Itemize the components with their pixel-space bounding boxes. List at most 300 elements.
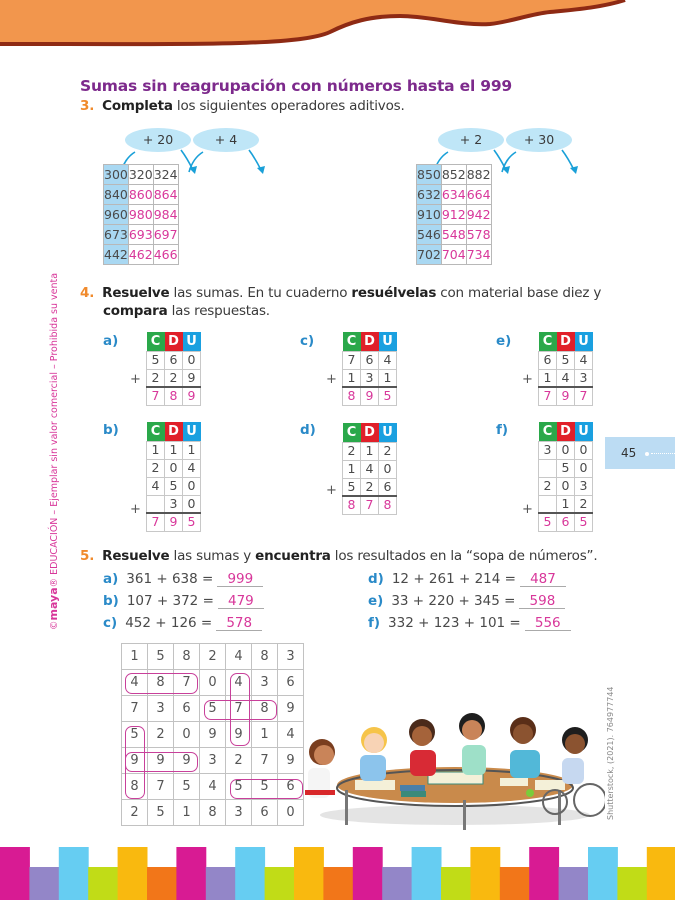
- arrow-head-icon: [570, 166, 578, 174]
- answer-cell: 697: [153, 225, 178, 245]
- digit-cell: 2: [575, 495, 593, 513]
- answer-circle: [230, 779, 303, 799]
- addend-row: [147, 459, 201, 477]
- instruction-verb: resuélvelas: [351, 285, 437, 301]
- instruction-verb: Resuelve: [102, 548, 170, 564]
- grid-cell: 5: [148, 800, 174, 826]
- sum-digit-cell: 8: [343, 387, 361, 405]
- sum-item: [368, 593, 565, 609]
- base-number-cell: 546: [417, 225, 442, 245]
- table-row: [104, 245, 179, 265]
- sum-row: [343, 496, 397, 514]
- base-number-cell: 442: [104, 245, 129, 265]
- grid-cell: 5: [200, 696, 226, 722]
- answer-cell: 634: [441, 185, 466, 205]
- child-3: [409, 719, 436, 776]
- digit-cell: 1: [183, 441, 201, 459]
- stripe-block: [206, 867, 236, 900]
- place-value-header-u: U: [575, 332, 593, 351]
- grid-cell: 9: [148, 748, 174, 774]
- digit-cell: 1: [539, 369, 557, 387]
- grid-cell: 6: [174, 696, 200, 722]
- digit-cell: 1: [557, 495, 575, 513]
- grid-cell: 8: [252, 696, 278, 722]
- sum-row: [539, 513, 593, 531]
- arrow: [502, 150, 574, 172]
- grid-cell: 1: [252, 722, 278, 748]
- addend-row: [147, 441, 201, 459]
- sum-item: [103, 615, 262, 631]
- addend-row: [147, 351, 201, 369]
- addend-row: [147, 477, 201, 495]
- grid-cell: 2: [200, 644, 226, 670]
- grid-cell: 8: [252, 644, 278, 670]
- answer-blank: 479: [218, 594, 264, 609]
- table-row: [104, 205, 179, 225]
- grid-cell: 8: [122, 774, 148, 800]
- answer-circle: [125, 673, 198, 693]
- sum-item: [368, 571, 566, 587]
- instruction-text: los siguientes operadores aditivos.: [172, 98, 405, 114]
- digit-cell: 3: [361, 369, 379, 387]
- digit-cell: 7: [343, 351, 361, 369]
- sum-digit-cell: 9: [165, 513, 183, 531]
- grid-cell: 2: [226, 748, 252, 774]
- cdu-addition-e: [538, 332, 593, 406]
- answer-cell: 704: [441, 245, 466, 265]
- answer-cell: 548: [441, 225, 466, 245]
- arrow-head-icon: [257, 166, 265, 174]
- sum-digit-cell: 5: [575, 513, 593, 531]
- digit-cell: 6: [379, 478, 397, 496]
- stripe-block: [323, 867, 353, 900]
- cdu-addition-a: [146, 332, 201, 406]
- plus-sign: +: [130, 372, 141, 387]
- exercise-3-instruction: [80, 98, 405, 114]
- page-number: 45: [621, 446, 637, 460]
- sum-digit-cell: 7: [147, 513, 165, 531]
- exercise-5-instruction: [80, 548, 597, 564]
- operator-grid: [416, 164, 492, 265]
- operator-bubble: + 20: [125, 128, 191, 152]
- sum-digit-cell: 9: [557, 387, 575, 405]
- grid-cell: 4: [200, 774, 226, 800]
- open-book: [500, 778, 528, 786]
- place-value-header-d: D: [361, 332, 379, 351]
- grid-cell: 0: [200, 670, 226, 696]
- stripe-block: [88, 867, 118, 900]
- grid-cell: 9: [200, 722, 226, 748]
- instruction-text: con material base diez y: [436, 285, 602, 301]
- answer-cell: 734: [466, 245, 491, 265]
- stripe-block: [470, 847, 500, 900]
- exercise-4-instruction-line1: [80, 285, 601, 301]
- section-title: Sumas sin reagrupación con números hasta el 999: [80, 77, 513, 95]
- exercise-number: 5.: [80, 548, 95, 564]
- example-cell: 882: [466, 165, 491, 185]
- sum-row: [539, 387, 593, 405]
- grid-cell: 5: [122, 722, 148, 748]
- copyright-text: ® EDUCACIÓN – Ejemplar sin valor comercial – Prohibida su venta: [49, 272, 60, 588]
- sum-digit-cell: 6: [557, 513, 575, 531]
- plus-sign: +: [326, 372, 337, 387]
- addend-row: [147, 369, 201, 387]
- grid-cell: 2: [148, 722, 174, 748]
- sum-digit-cell: 9: [183, 387, 201, 405]
- instruction-verb: encuentra: [255, 548, 331, 564]
- grid-cell: 3: [226, 800, 252, 826]
- answer-cell: 462: [128, 245, 153, 265]
- addend-row: [343, 478, 397, 496]
- digit-cell: 4: [557, 369, 575, 387]
- digit-cell: 2: [165, 369, 183, 387]
- children-reading-illustration: [300, 690, 605, 830]
- addend-row: [539, 441, 593, 459]
- grid-cell: 7: [252, 748, 278, 774]
- stripe-block: [500, 867, 530, 900]
- grid-cell: 7: [226, 696, 252, 722]
- instruction-verb: Completa: [102, 98, 173, 114]
- problem-label-f: f): [496, 422, 509, 438]
- base-number-cell: 960: [104, 205, 129, 225]
- instruction-text: las respuestas.: [167, 303, 270, 319]
- digit-cell: 4: [379, 351, 397, 369]
- grid-cell: 6: [278, 670, 304, 696]
- cdu-addition-b: [146, 422, 201, 532]
- table-row: [417, 245, 492, 265]
- grid-row: [122, 644, 304, 670]
- grid-cell: 3: [200, 748, 226, 774]
- stripe-block: [647, 847, 675, 900]
- grid-cell: 1: [174, 800, 200, 826]
- sum-item: [103, 571, 263, 587]
- place-value-header-u: U: [183, 422, 201, 441]
- grid-row: [122, 722, 304, 748]
- place-value-header-d: D: [557, 332, 575, 351]
- digit-cell: 3: [165, 495, 183, 513]
- grid-cell: 2: [122, 800, 148, 826]
- book-stack: [400, 785, 425, 791]
- sum-digit-cell: 8: [165, 387, 183, 405]
- problem-label-b: b): [103, 422, 119, 438]
- stripe-block: [0, 847, 30, 900]
- grid-cell: 3: [252, 670, 278, 696]
- copyright-notice: [47, 273, 60, 630]
- child-1: [305, 739, 335, 798]
- place-value-header-c: C: [539, 422, 557, 441]
- addend-row: [539, 495, 593, 513]
- digit-cell: 1: [361, 442, 379, 460]
- sum-label: c): [103, 615, 118, 631]
- sum-expression: 452 + 126 =: [125, 615, 213, 631]
- cdu-header-row: [147, 422, 201, 441]
- table-row: [417, 205, 492, 225]
- place-value-header-d: D: [165, 422, 183, 441]
- arrow: [189, 150, 261, 172]
- digit-cell: 9: [183, 369, 201, 387]
- digit-cell: 0: [183, 477, 201, 495]
- digit-cell: 0: [575, 441, 593, 459]
- plus-sign: +: [522, 502, 533, 517]
- header-wave-banner: [0, 0, 675, 50]
- exercise-4-instruction-line2: [103, 303, 270, 319]
- answer-cell: 466: [153, 245, 178, 265]
- addend-row: [343, 442, 397, 460]
- table-leg: [345, 790, 348, 825]
- base-number-cell: 850: [417, 165, 442, 185]
- stripe-block: [29, 867, 59, 900]
- stripe-block: [294, 847, 324, 900]
- sum-expression: 12 + 261 + 214 =: [391, 571, 516, 587]
- grid-cell: 7: [174, 670, 200, 696]
- grid-cell: 9: [122, 748, 148, 774]
- child-4: [459, 713, 486, 775]
- example-cell: 852: [441, 165, 466, 185]
- grid-cell: 9: [278, 696, 304, 722]
- sum-digit-cell: 7: [575, 387, 593, 405]
- stripe-block: [588, 847, 618, 900]
- sum-row: [147, 387, 201, 405]
- digit-cell: 3: [575, 477, 593, 495]
- answer-circle: [125, 752, 198, 772]
- grid-cell: 6: [278, 774, 304, 800]
- sum-expression: 332 + 123 + 101 =: [388, 615, 521, 631]
- addend-row: [343, 351, 397, 369]
- grid-cell: 5: [252, 774, 278, 800]
- grid-cell: 7: [148, 774, 174, 800]
- base-number-cell: 300: [104, 165, 129, 185]
- grid-cell: 9: [278, 748, 304, 774]
- place-value-header-d: D: [165, 332, 183, 351]
- sum-digit-cell: 8: [379, 496, 397, 514]
- cdu-header-row: [343, 423, 397, 442]
- grid-cell: 5: [226, 774, 252, 800]
- digit-cell: [539, 459, 557, 477]
- answer-cell: 864: [153, 185, 178, 205]
- digit-cell: 6: [165, 351, 183, 369]
- grid-cell: 8: [148, 670, 174, 696]
- sum-label: e): [368, 593, 384, 609]
- sum-label: a): [103, 571, 119, 587]
- grid-cell: 4: [226, 644, 252, 670]
- place-value-header-c: C: [343, 423, 361, 442]
- grid-cell: 0: [278, 800, 304, 826]
- stripe-block: [235, 847, 265, 900]
- cdu-header-row: [539, 332, 593, 351]
- addend-row: [147, 495, 201, 513]
- digit-cell: 1: [343, 369, 361, 387]
- table-row: [104, 165, 179, 185]
- problem-label-e: e): [496, 333, 512, 349]
- book-stack: [401, 791, 426, 797]
- digit-cell: 3: [575, 369, 593, 387]
- answer-cell: 693: [128, 225, 153, 245]
- stripe-block: [382, 867, 412, 900]
- sum-row: [147, 513, 201, 531]
- place-value-header-u: U: [379, 332, 397, 351]
- operator-grid: [103, 164, 179, 265]
- table-row: [417, 185, 492, 205]
- sum-digit-cell: 7: [147, 387, 165, 405]
- place-value-header-u: U: [379, 423, 397, 442]
- base-number-cell: 910: [417, 205, 442, 225]
- sum-expression: 33 + 220 + 345 =: [391, 593, 516, 609]
- grid-cell: 6: [252, 800, 278, 826]
- grid-cell: 3: [148, 696, 174, 722]
- sum-item: [103, 593, 264, 609]
- digit-cell: 0: [575, 459, 593, 477]
- table-leg: [558, 790, 561, 825]
- stripe-block: [118, 847, 148, 900]
- digit-cell: 1: [379, 369, 397, 387]
- place-value-header-c: C: [147, 332, 165, 351]
- image-credit: Shutterstock, (2021). 764977744: [606, 686, 615, 820]
- table-row: [104, 185, 179, 205]
- digit-cell: 0: [557, 477, 575, 495]
- digit-cell: [539, 495, 557, 513]
- number-search-grid: [121, 643, 304, 826]
- digit-cell: 2: [343, 442, 361, 460]
- instruction-text: los resultados en la “sopa de números”.: [330, 548, 598, 564]
- digit-cell: 4: [183, 459, 201, 477]
- operator-bubble: + 4: [193, 128, 259, 152]
- digit-cell: 2: [379, 442, 397, 460]
- grid-cell: 5: [148, 644, 174, 670]
- digit-cell: 2: [147, 369, 165, 387]
- grid-cell: 0: [174, 722, 200, 748]
- sum-label: b): [103, 593, 119, 609]
- cdu-header-row: [343, 332, 397, 351]
- plus-sign: +: [522, 372, 533, 387]
- answer-cell: 984: [153, 205, 178, 225]
- grid-cell: 7: [122, 696, 148, 722]
- open-book: [535, 780, 565, 790]
- instruction-verb: Resuelve: [102, 285, 170, 301]
- sum-expression: 361 + 638 =: [126, 571, 214, 587]
- sum-label: f): [368, 615, 381, 631]
- page-tab-dotted-line: [651, 453, 675, 454]
- problem-label-a: a): [103, 333, 119, 349]
- stripe-block: [529, 847, 559, 900]
- grid-cell: 1: [122, 644, 148, 670]
- answer-cell: 860: [128, 185, 153, 205]
- stripe-block: [412, 847, 442, 900]
- digit-cell: 0: [183, 495, 201, 513]
- plus-sign: +: [326, 483, 337, 498]
- answer-blank: 578: [216, 616, 262, 631]
- place-value-header-c: C: [539, 332, 557, 351]
- stripe-block: [559, 867, 589, 900]
- table-leg: [463, 800, 466, 830]
- answer-cell: 664: [466, 185, 491, 205]
- sum-digit-cell: 7: [361, 496, 379, 514]
- instruction-text: las sumas y: [169, 548, 256, 564]
- sum-expression: 107 + 372 =: [126, 593, 214, 609]
- digit-cell: 1: [165, 441, 183, 459]
- answer-blank: 598: [519, 594, 565, 609]
- sum-digit-cell: 5: [379, 387, 397, 405]
- grid-cell: 9: [226, 722, 252, 748]
- digit-cell: 5: [557, 459, 575, 477]
- addend-row: [539, 459, 593, 477]
- brand-logo: maya: [47, 587, 60, 621]
- grid-cell: 9: [174, 748, 200, 774]
- sum-digit-cell: 9: [361, 387, 379, 405]
- answer-cell: 578: [466, 225, 491, 245]
- place-value-header-u: U: [183, 332, 201, 351]
- digit-cell: 4: [147, 477, 165, 495]
- cdu-addition-f: [538, 422, 593, 532]
- copyright-symbol: ©: [49, 620, 60, 630]
- base-number-cell: 632: [417, 185, 442, 205]
- cdu-addition-d: [342, 423, 397, 515]
- stripe-block: [176, 847, 206, 900]
- exercise-number: 4.: [80, 285, 95, 301]
- answer-cell: 912: [441, 205, 466, 225]
- digit-cell: 6: [361, 351, 379, 369]
- digit-cell: 2: [147, 459, 165, 477]
- base-number-cell: 673: [104, 225, 129, 245]
- stripe-block: [617, 867, 647, 900]
- open-book: [355, 780, 395, 790]
- plus-sign: +: [130, 502, 141, 517]
- addend-row: [539, 351, 593, 369]
- grid-cell: 4: [226, 670, 252, 696]
- grid-row: [122, 800, 304, 826]
- digit-cell: [147, 495, 165, 513]
- addend-row: [539, 477, 593, 495]
- problem-label-c: c): [300, 333, 315, 349]
- sum-digit-cell: 5: [539, 513, 557, 531]
- answer-circle: [204, 700, 277, 720]
- base-number-cell: 840: [104, 185, 129, 205]
- digit-cell: 4: [361, 460, 379, 478]
- child-6-wheelchair: [543, 727, 605, 816]
- operator-bubble: + 2: [438, 128, 504, 152]
- place-value-header-c: C: [343, 332, 361, 351]
- digit-cell: 1: [147, 441, 165, 459]
- answer-blank: 999: [217, 572, 263, 587]
- floor-shadow: [320, 805, 590, 825]
- sum-digit-cell: 5: [183, 513, 201, 531]
- stripe-block: [353, 847, 383, 900]
- addend-row: [343, 460, 397, 478]
- digit-cell: 1: [343, 460, 361, 478]
- table-row: [104, 225, 179, 245]
- grid-cell: 8: [200, 800, 226, 826]
- digit-cell: 5: [343, 478, 361, 496]
- sum-digit-cell: 8: [343, 496, 361, 514]
- digit-cell: 5: [557, 351, 575, 369]
- grid-cell: 4: [122, 670, 148, 696]
- stripe-block: [147, 867, 177, 900]
- cdu-header-row: [539, 422, 593, 441]
- place-value-header-d: D: [361, 423, 379, 442]
- stripe-block: [441, 867, 471, 900]
- sum-digit-cell: 7: [539, 387, 557, 405]
- digit-cell: 0: [183, 351, 201, 369]
- cdu-header-row: [147, 332, 201, 351]
- digit-cell: 5: [165, 477, 183, 495]
- decorative-stripes: [0, 847, 675, 900]
- grid-cell: 4: [278, 722, 304, 748]
- answer-blank: 487: [520, 572, 566, 587]
- digit-cell: 2: [361, 478, 379, 496]
- instruction-text: las sumas. En tu cuaderno: [169, 285, 352, 301]
- digit-cell: 2: [539, 477, 557, 495]
- table-row: [417, 225, 492, 245]
- place-value-header-d: D: [557, 422, 575, 441]
